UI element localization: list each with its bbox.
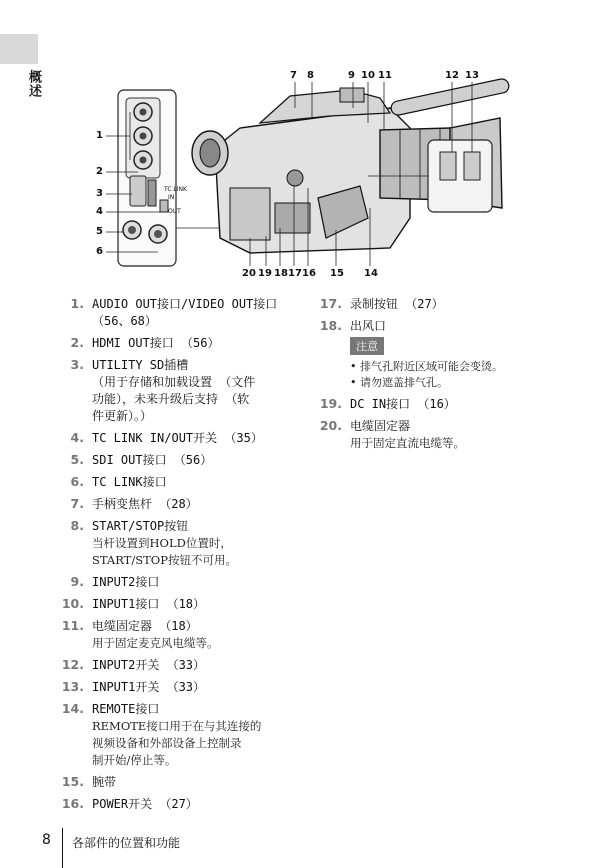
list-item — [60, 774, 300, 791]
note-badge: 注意 — [350, 337, 384, 355]
list-item — [60, 574, 300, 591]
item-number: 4. — [70, 430, 84, 445]
camera-illustration — [90, 68, 600, 286]
callout-3: 3 — [96, 188, 103, 199]
item-number: 13. — [61, 679, 84, 694]
list-item — [60, 430, 300, 447]
item-title: DC IN接口 （16） — [350, 397, 456, 411]
note-box — [350, 335, 588, 391]
item-description: REMOTE接口用于在与其连接的 视频设备和外部设备上控制录 制开始/停止等。 — [92, 719, 262, 767]
item-number: 10. — [61, 596, 84, 611]
item-description: 用于固定直流电缆等。 — [350, 436, 465, 450]
item-number: 8. — [70, 518, 84, 533]
callout-1: 1 — [96, 130, 103, 141]
callout-5: 5 — [96, 226, 103, 237]
item-title: 录制按钮 （27） — [350, 297, 444, 311]
item-title: INPUT2开关 （33） — [92, 658, 206, 672]
item-title: HDMI OUT接口 （56） — [92, 336, 220, 350]
list-item — [318, 396, 588, 413]
item-title: SDI OUT接口 （56） — [92, 453, 213, 467]
camera-diagram — [90, 68, 600, 286]
list-item — [60, 474, 300, 491]
item-title: INPUT1开关 （33） — [92, 680, 206, 694]
item-title: 腕带 — [92, 775, 117, 789]
item-number: 2. — [70, 335, 84, 350]
item-title: UTILITY SD插槽 （用于存储和加载设置 （文件 功能），未来升级后支持 （软 件更新）。） — [92, 358, 256, 423]
list-item — [60, 335, 300, 352]
list-item — [60, 452, 300, 469]
list-item — [60, 357, 300, 425]
list-item — [60, 518, 300, 569]
callout-19: 19 — [258, 268, 272, 279]
item-number: 16. — [61, 796, 84, 811]
item-number: 20. — [319, 418, 342, 433]
item-title: 电缆固定器 — [350, 419, 411, 433]
list-item — [60, 701, 300, 769]
item-number: 1. — [70, 296, 84, 311]
list-item — [60, 679, 300, 696]
parts-list-right — [318, 296, 588, 457]
callout-15: 15 — [330, 268, 344, 279]
parts-list-left — [60, 296, 300, 818]
note-line: • 请勿遮盖排气孔。 — [350, 376, 448, 389]
panel-label-in: IN — [168, 194, 175, 201]
item-number: 3. — [70, 357, 84, 372]
item-title: INPUT1接口 （18） — [92, 597, 206, 611]
item-title: TC LINK IN/OUT开关 （35） — [92, 431, 263, 445]
callout-10: 10 — [361, 70, 375, 81]
item-title: START/STOP按钮 — [92, 519, 189, 533]
list-item — [318, 418, 588, 452]
callout-20: 20 — [242, 268, 256, 279]
list-item — [60, 296, 300, 330]
list-item — [60, 596, 300, 613]
callout-2: 2 — [96, 166, 103, 177]
list-item — [60, 657, 300, 674]
chapter-label: 概述 — [26, 70, 41, 98]
item-number: 15. — [61, 774, 84, 789]
item-title: POWER开关 （27） — [92, 797, 198, 811]
item-number: 19. — [319, 396, 342, 411]
callout-4: 4 — [96, 206, 103, 217]
item-number: 18. — [319, 318, 342, 333]
section-title: 各部件的位置和功能 — [72, 836, 181, 850]
callout-14: 14 — [364, 268, 378, 279]
item-title: 出风口 — [350, 319, 387, 333]
list-item — [318, 318, 588, 391]
page-number: 8 — [42, 832, 51, 848]
callout-12: 12 — [445, 70, 459, 81]
item-number: 7. — [70, 496, 84, 511]
item-title: 手柄变焦杆 （28） — [92, 497, 198, 511]
item-description: 当杆设置到HOLD位置时， START/STOP按钮不可用。 — [92, 536, 237, 567]
item-title: INPUT2接口 — [92, 575, 160, 589]
list-item — [318, 296, 588, 313]
list-item — [60, 618, 300, 652]
callout-18: 18 — [274, 268, 288, 279]
item-number: 12. — [61, 657, 84, 672]
list-item — [60, 796, 300, 813]
callout-6: 6 — [96, 246, 103, 257]
footer-divider — [62, 828, 63, 868]
item-number: 6. — [70, 474, 84, 489]
item-number: 14. — [61, 701, 84, 716]
callout-16: 16 — [302, 268, 316, 279]
callout-17: 17 — [288, 268, 302, 279]
item-number: 5. — [70, 452, 84, 467]
item-title: REMOTE接口 — [92, 702, 160, 716]
callout-7: 7 — [290, 70, 297, 81]
chapter-tab — [0, 34, 38, 64]
item-number: 17. — [319, 296, 342, 311]
callout-8: 8 — [307, 70, 314, 81]
panel-label-out: OUT — [168, 208, 181, 215]
panel-label-tc-link: TC LINK — [164, 186, 187, 193]
callout-11: 11 — [378, 70, 392, 81]
item-title: AUDIO OUT接口/VIDEO OUT接口 （56、68） — [92, 297, 278, 328]
callout-13: 13 — [465, 70, 479, 81]
note-line: • 排气孔附近区域可能会变烫。 — [350, 360, 503, 373]
item-description: 用于固定麦克风电缆等。 — [92, 636, 219, 650]
callout-9: 9 — [348, 70, 355, 81]
list-item — [60, 496, 300, 513]
item-number: 11. — [61, 618, 84, 633]
item-title: TC LINK接口 — [92, 475, 167, 489]
item-number: 9. — [70, 574, 84, 589]
item-title: 电缆固定器 （18） — [92, 619, 198, 633]
